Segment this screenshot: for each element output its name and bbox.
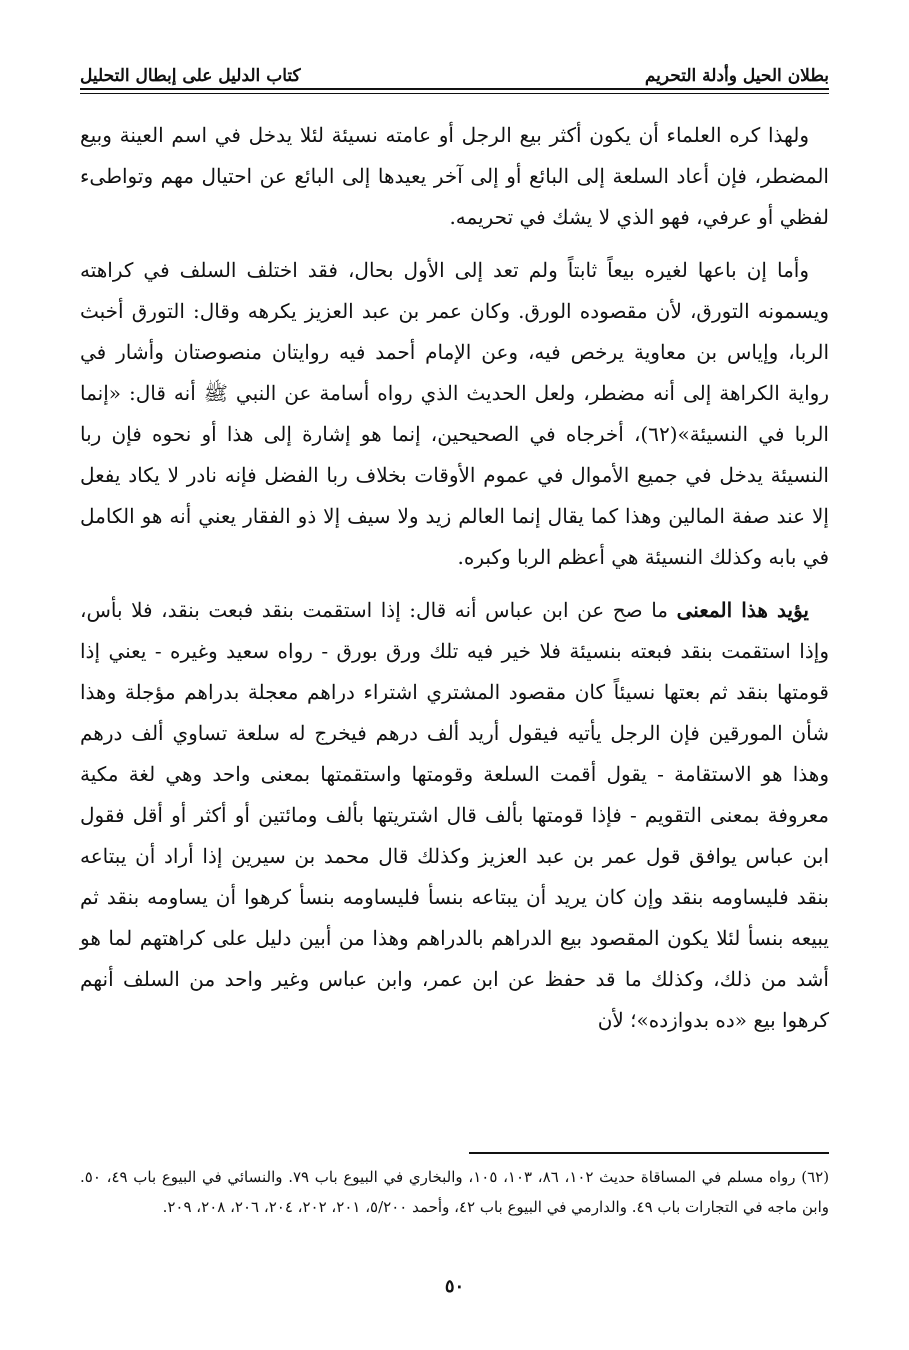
paragraph-text: وأما إن باعها لغيره بيعاً ثابتاً ولم تعد إلى الأول بحال، فقد اختلف السلف في كراهته ويسمونه التورق، لأن مقصوده الورق. وكان عمر بن عبد العزيز يكرهه وقال: التورق أخبث الربا، وإياس بن معاوية يرخص فيه، وعن الإمام أحمد فيه روايتان منصوصتان وأشار في رواية الكراهة إلى أنه مضطر، ولعل الحديث الذي رواه أسامة عن النبي ﷺ أنه قال: «إنما الربا في النسيئة»(٦٢)، أخرجاه في الصحيحين، إنما هو إشارة إلى هذا أو نحوه فإن ربا النسيئة يدخل في جميع الأموال في عموم الأوقات بخلاف ربا الفضل فإنه نادر لا يكاد يفعل إلا عند صفة المالين وهذا كما يقال إنما العالم زيد ولا سيف إلا ذو الفقار يعني أنه هو الكامل في بابه وكذلك النسيئة هي أعظم الربا وكبره. xyxy=(80,258,829,569)
running-header xyxy=(80,52,829,86)
header-rule xyxy=(80,88,829,90)
paragraph xyxy=(80,115,829,238)
footnotes xyxy=(80,1162,829,1222)
paragraph-text: ما صح عن ابن عباس أنه قال: إذا استقمت بنقد فبعت بنقد، فلا بأس، وإذا استقمت بنقد فبعته بنسيئة فلا خير فيه تلك ورق بورق - رواه سعيد وغيره - يعني إذا قومتها بنقد ثم بعتها نسيئاً كان مقصود المشتري اشتراء دراهم معجلة بدراهم مؤجلة وهذا شأن المورقين فإن الرجل يأتيه فيقول أريد ألف درهم فيخرج له سلعة تساوي ألف درهم وهذا هو الاستقامة - يقول أقمت السلعة وقومتها واستقمتها بمعنى واحد وهي لغة مكية معروفة بمعنى التقويم - فإذا قومتها بألف قال اشتريتها بألف ومائتين أو أكثر أو أقل فقول ابن عباس يوافق قول عمر بن عبد العزيز وكذلك قال محمد بن سيرين إذا أراد أن يبتاعه بنقد فليساومه بنقد وإن كان يريد أن يبتاعه بنسأ فليساومه بنسأ كرهوا أن يساومه بنقد ثم يبيعه بنسأ لئلا يكون المقصود بيع الدراهم بالدراهم وهذا من أبين دليل على كراهتهم لما هو أشد من ذلك، وكذلك ما قد حفظ عن ابن عمر، وابن عباس وغير واحد من السلف أنهم كرهوا بيع «ده بدوازده»؛ لأن xyxy=(80,598,829,1032)
paragraph xyxy=(80,590,829,1041)
main-text xyxy=(80,115,829,1053)
footnote-rule xyxy=(469,1152,829,1154)
book-title: بطلان الحيل وأدلة التحريم xyxy=(644,66,829,86)
paragraph xyxy=(80,250,829,578)
footnote-62: (٦٢) رواه مسلم في المساقاة حديث ١٠٢، ٨٦، ١٠٣، ١٠٥، والبخاري في البيوع باب ٧٩. والنسائي في البيوع باب ٤٩، ٥٠. وابن ماجه في التجارات باب ٤٩. والدارمي في البيوع باب ٤٢، وأحمد ٥/٢٠٠، ٢٠١، ٢٠٢، ٢٠٤، ٢٠٦، ٢٠٨، ٢٠٩. xyxy=(80,1168,830,1216)
paragraph-text: ولهذا كره العلماء أن يكون أكثر بيع الرجل أو عامته نسيئة لئلا يدخل في اسم العينة وبيع المضطر، فإن أعاد السلعة إلى البائع أو إلى آخر يعيدها إلى البائع عن احتيال مهم وتواطىء لفظي أو عرفي، فهو الذي لا يشك في تحريمه. xyxy=(80,123,829,229)
chapter-title: كتاب الدليل على إبطال التحليل xyxy=(80,66,301,86)
paragraph-lead: يؤيد هذا المعنى xyxy=(676,598,809,622)
page-number: ٥٠ xyxy=(444,1276,465,1297)
header-rule-thin xyxy=(80,93,829,94)
